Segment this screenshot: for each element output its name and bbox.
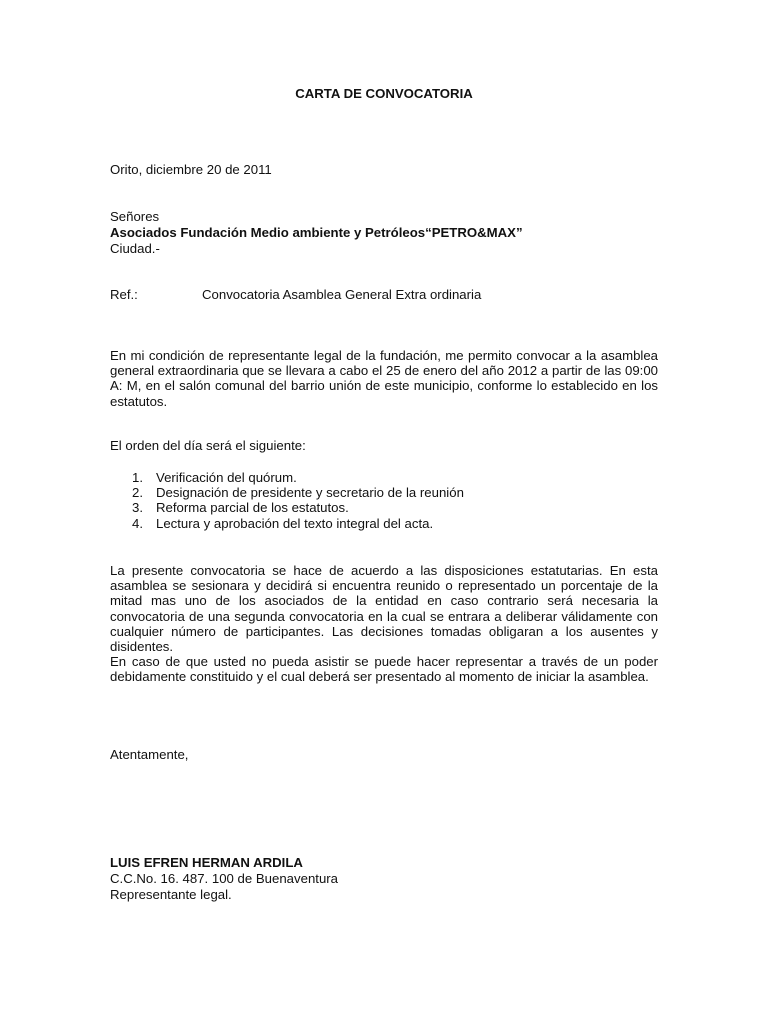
recipient-salutation: Señores (110, 209, 160, 224)
list-item-number: 3. (132, 500, 143, 516)
closing-line: Atentamente, (110, 747, 189, 762)
list-item-text: Lectura y aprobación del texto integral del acta. (156, 515, 434, 531)
letter-title: CARTA DE CONVOCATORIA (295, 86, 473, 101)
list-item-text: Verificación del quórum. (156, 470, 297, 485)
list-item-number: 2. (132, 485, 143, 501)
list-item (110, 516, 464, 531)
signature-role: Representante legal. (110, 887, 232, 902)
signature-id: C.C.No. 16. 487. 100 de Buenaventura (110, 871, 339, 886)
body-paragraph-1 (110, 348, 658, 409)
reference-label: Ref.: (110, 287, 138, 302)
list-item-text: Designación de presidente y secretario de la reunión (156, 485, 464, 501)
reference-text: Convocatoria Asamblea General Extra ordinaria (202, 287, 482, 302)
recipient-city: Ciudad.- (110, 241, 160, 256)
date-line: Orito, diciembre 20 de 2011 (110, 162, 272, 177)
body-paragraph-2 (110, 563, 658, 685)
paragraph-text: La presente convocatoria se hace de acuerdo a las disposiciones estatutarias. En esta asamblea se sesionara y decidirá si encuentra reunido o representado un porcentaje de la mitad mas uno de los asociados de la entidad en caso contrario será necesaria la convocatoria de una segunda convocatoria en la cual se entrara a deliberar válidamente con cualquier número de participantes. Las decisiones tomadas obligaran a los ausentes y disidentes. (110, 563, 658, 655)
recipient-organization: Asociados Fundación Medio ambiente y Petróleos“PETRO&MAX” (110, 225, 523, 240)
signature-name: LUIS EFREN HERMAN ARDILA (110, 855, 303, 870)
list-item (110, 485, 464, 500)
list-item-number: 4. (132, 515, 143, 531)
paragraph-text: En mi condición de representante legal de la fundación, me permito convocar a la asamblea general extraordinaria que se llevara a cabo el 25 de enero del año 2012 a partir de las 09:00 A: M, en el salón comunal del barrio unión de este municipio, conforme lo establecido en los estatutos. (110, 348, 658, 409)
list-item-number: 1. (132, 470, 143, 485)
agenda-intro: El orden del día será el siguiente: (110, 438, 306, 453)
list-item-text: Reforma parcial de los estatutos. (156, 500, 349, 516)
list-item (110, 500, 464, 515)
agenda-list (110, 470, 464, 531)
paragraph-text: En caso de que usted no pueda asistir se puede hacer representar a través de un poder debidamente constituido y el cual deberá ser presentado al momento de iniciar la asamblea. (110, 654, 658, 685)
list-item (110, 470, 464, 485)
